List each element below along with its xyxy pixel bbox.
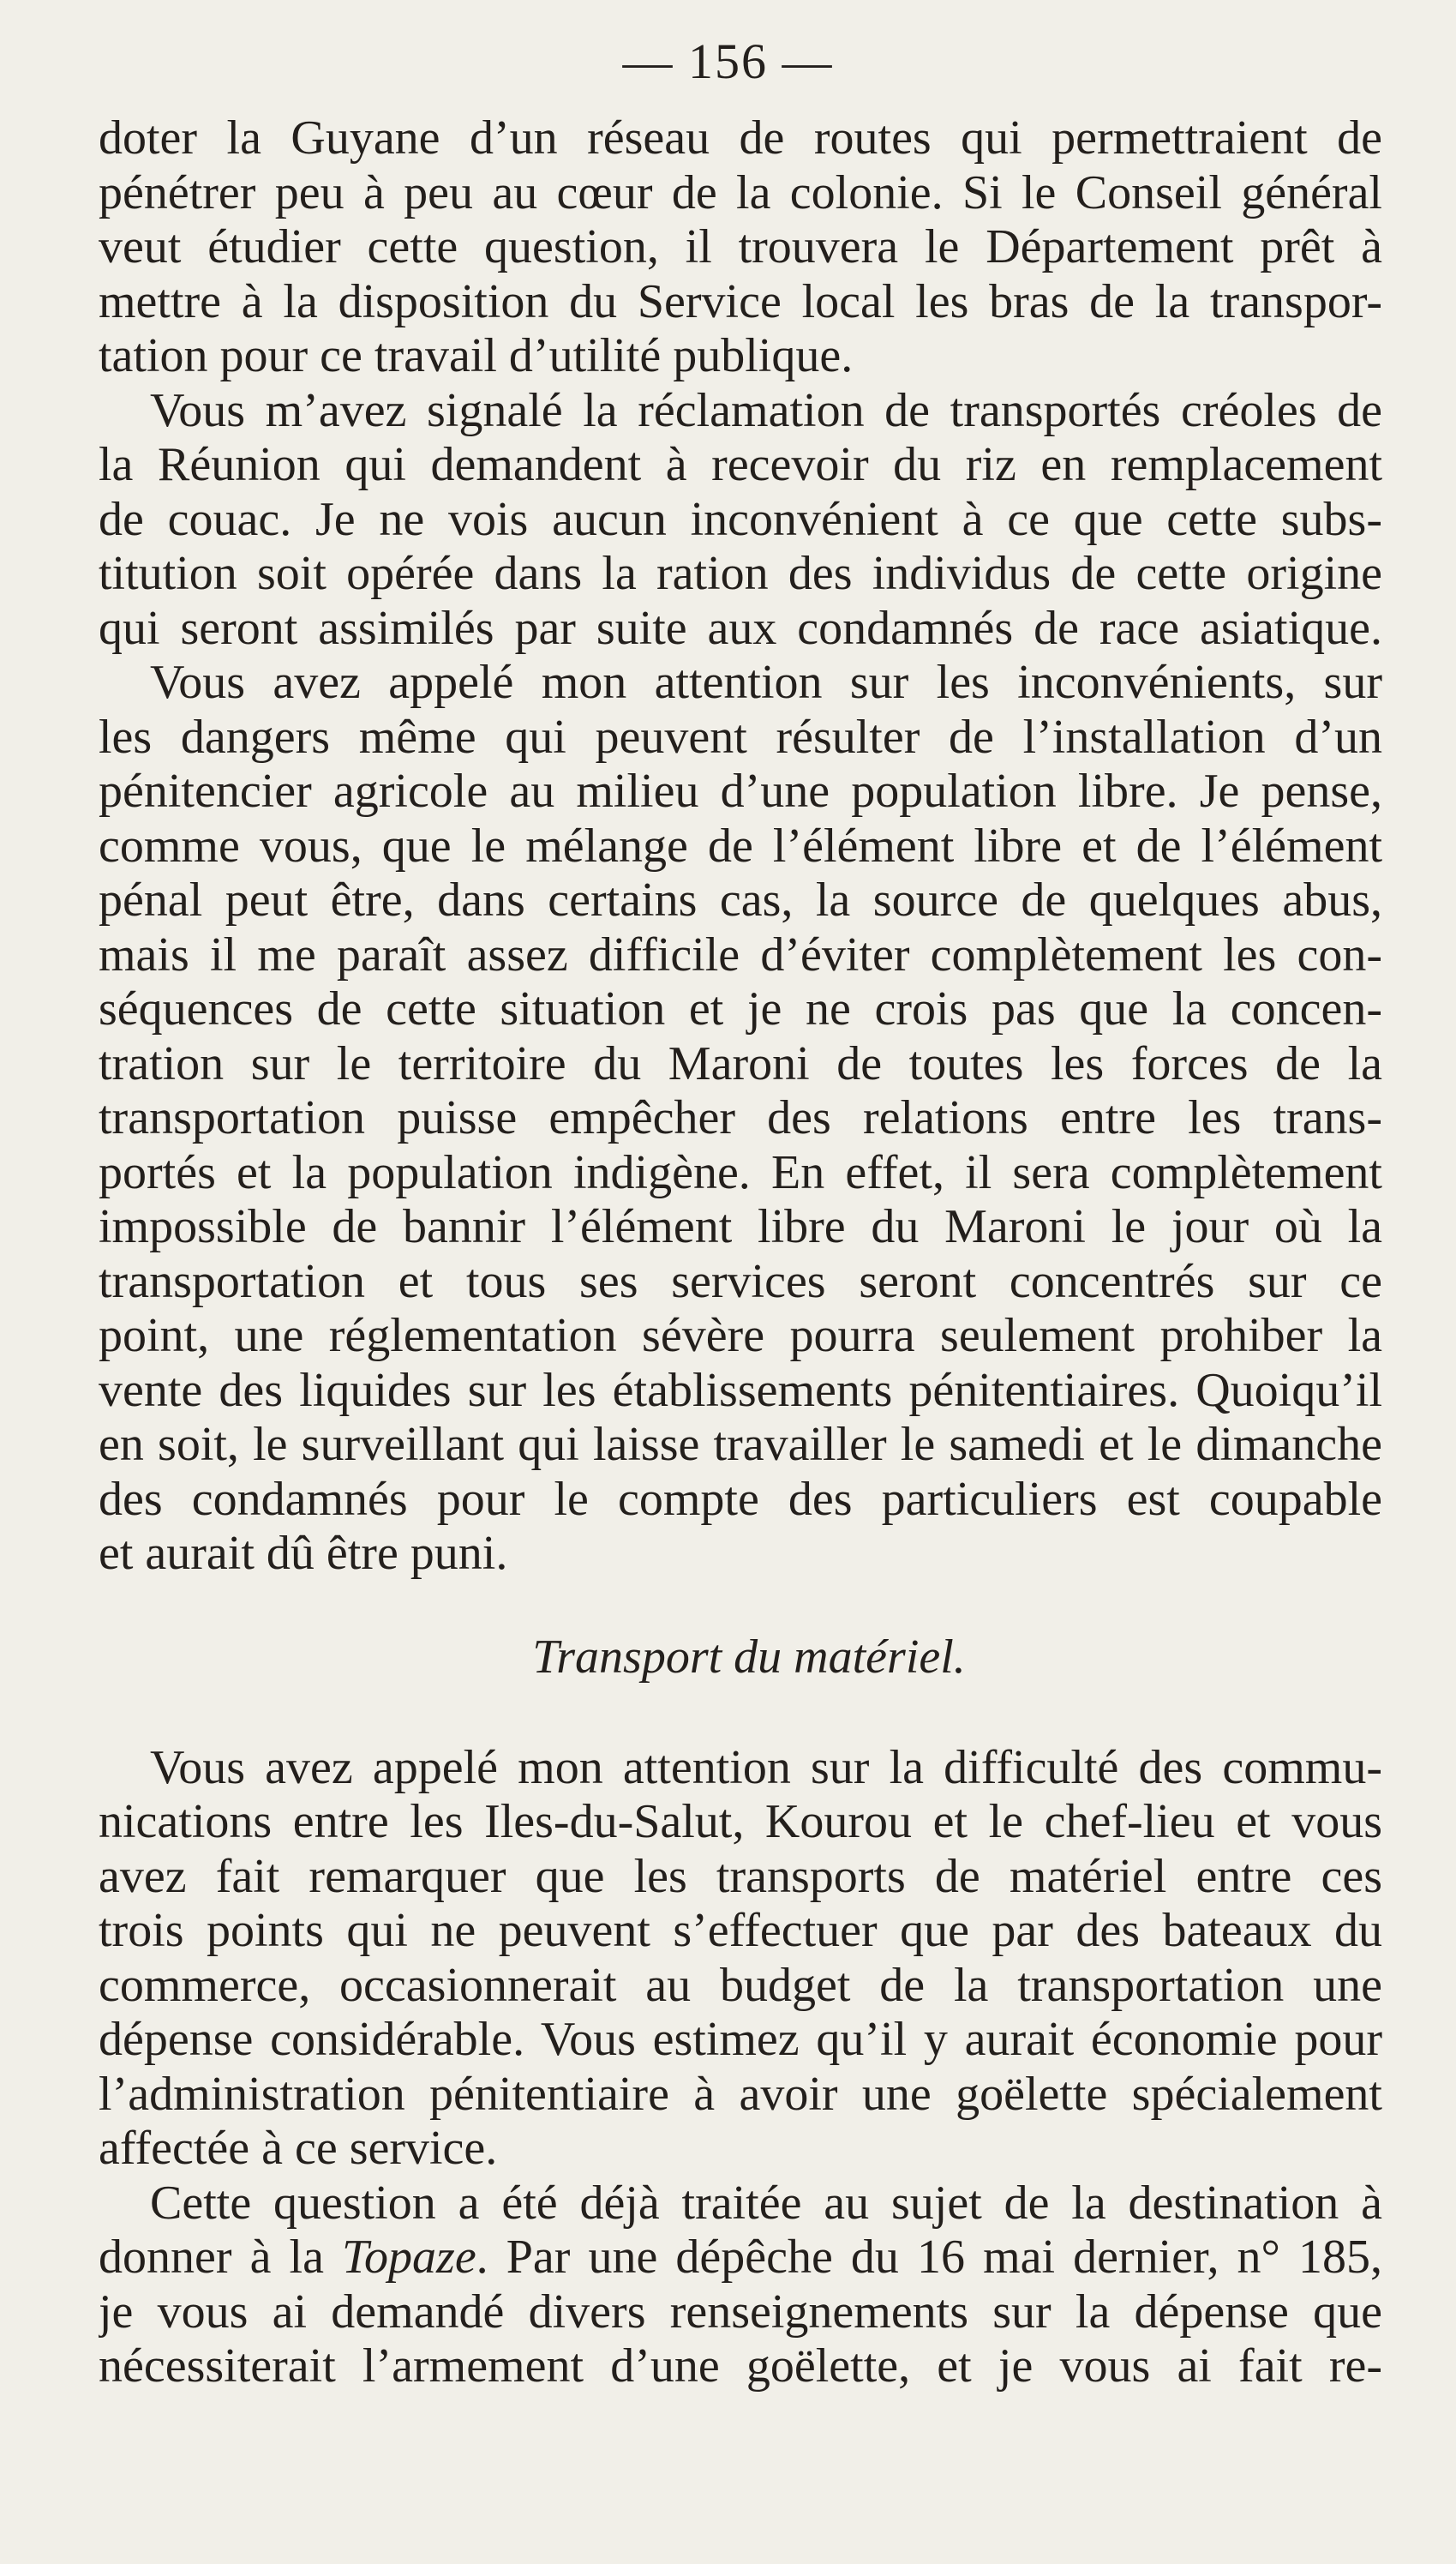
text-line: Cette question a été déjà traitée au sujet de la destination à bbox=[150, 2176, 1382, 2230]
text-line: point, une réglementation sévère pourra seulement prohiber la bbox=[99, 1309, 1382, 1362]
text-line: en soit, le surveillant qui laisse travailler le samedi et le dimanche bbox=[99, 1418, 1382, 1471]
text-line: tation pour ce travail d’utilité publique. bbox=[99, 329, 854, 382]
text-line: transportation puisse empêcher des relations entre les trans- bbox=[99, 1091, 1382, 1144]
text-line: transportation et tous ses services seront concentrés sur ce bbox=[99, 1254, 1382, 1308]
text-line: pénétrer peu à peu au cœur de la colonie. Si le Conseil général bbox=[99, 165, 1382, 219]
text-line: qui seront assimilés par suite aux condamnés de race asiatique. bbox=[99, 601, 1382, 655]
text-line: je vous ai demandé divers renseignements sur la dépense que bbox=[99, 2285, 1382, 2339]
text-line: nécessiterait l’armement d’une goëlette, et je vous ai fait re- bbox=[99, 2339, 1382, 2393]
page-number: — 156 — bbox=[622, 33, 834, 89]
text-line: séquences de cette situation et je ne crois pas que la concen- bbox=[99, 982, 1382, 1036]
text-line: la Réunion qui demandent à recevoir du riz en remplacement bbox=[99, 438, 1382, 491]
text-line: des condamnés pour le compte des particuliers est coupable bbox=[99, 1472, 1382, 1526]
text-line: veut étudier cette question, il trouvera le Département prêt à bbox=[99, 220, 1382, 273]
text-line bbox=[99, 2231, 1382, 2285]
text-line: avez fait remarquer que les transports de matériel entre ces bbox=[99, 1849, 1382, 1903]
text-line: tration sur le territoire du Maroni de toutes les forces de la bbox=[99, 1036, 1382, 1090]
ship-name: Topaze bbox=[342, 2231, 476, 2284]
section-heading: Transport du matériel. bbox=[532, 1630, 966, 1684]
text-line: l’administration pénitentiaire à avoir une goëlette spécialement bbox=[99, 2067, 1382, 2121]
paragraph-reunion-rice bbox=[99, 384, 1382, 657]
text-line: mais il me paraît assez difficile d’éviter complètement les con- bbox=[99, 928, 1382, 982]
paragraph-roads bbox=[99, 111, 1382, 384]
text-line: commerce, occasionnerait au budget de la transportation une bbox=[99, 1958, 1382, 2012]
text-line: Vous m’avez signalé la réclamation de transportés créoles de bbox=[150, 383, 1382, 437]
text-line: nications entre les Iles-du-Salut, Kourou et le chef-lieu et vous bbox=[99, 1795, 1382, 1848]
text-line: Vous avez appelé mon attention sur la difficulté des commu- bbox=[150, 1740, 1382, 1794]
text-line: dépense considérable. Vous estimez qu’il y aurait économie pour bbox=[99, 2013, 1382, 2066]
text-line: vente des liquides sur les établissements pénitentiaires. Quoiqu’il bbox=[99, 1363, 1382, 1417]
text-line: portés et la population indigène. En effet, il sera complètement bbox=[99, 1145, 1382, 1199]
text-line: pénal peut être, dans certains cas, la source de quelques abus, bbox=[99, 874, 1382, 927]
text-line: impossible de bannir l’élément libre du Maroni le jour où la bbox=[99, 1200, 1382, 1253]
text-line: comme vous, que le mélange de l’élément libre et de l’élément bbox=[99, 819, 1382, 873]
text-line: de couac. Je ne vois aucun inconvénient à ce que cette subs- bbox=[99, 492, 1382, 546]
text-fragment: . Par une dépêche du 16 mai dernier, n° 185, bbox=[476, 2231, 1382, 2284]
text-line: affectée à ce service. bbox=[99, 2122, 498, 2175]
text-line: trois points qui ne peuvent s’effectuer que par des bateaux du bbox=[99, 1904, 1382, 1957]
paragraph-penitentiary bbox=[99, 656, 1382, 1582]
text-column bbox=[99, 111, 1382, 2394]
text-line: pénitencier agricole au milieu d’une population libre. Je pense, bbox=[99, 765, 1382, 818]
paragraph-material-transport bbox=[99, 1741, 1382, 2177]
text-line: doter la Guyane d’un réseau de routes qui permettraient de bbox=[99, 111, 1382, 165]
text-line: mettre à la disposition du Service local les bras de la transpor- bbox=[99, 274, 1382, 328]
text-fragment: donner à la bbox=[99, 2231, 343, 2284]
text-line: les dangers même qui peuvent résulter de l’installation d’un bbox=[99, 710, 1382, 764]
text-line: et aurait dû être puni. bbox=[99, 1527, 508, 1580]
text-line: Vous avez appelé mon attention sur les inconvénients, sur bbox=[150, 656, 1382, 709]
text-line: titution soit opérée dans la ration des individus de cette origine bbox=[99, 547, 1382, 600]
paragraph-topaze bbox=[99, 2177, 1382, 2394]
